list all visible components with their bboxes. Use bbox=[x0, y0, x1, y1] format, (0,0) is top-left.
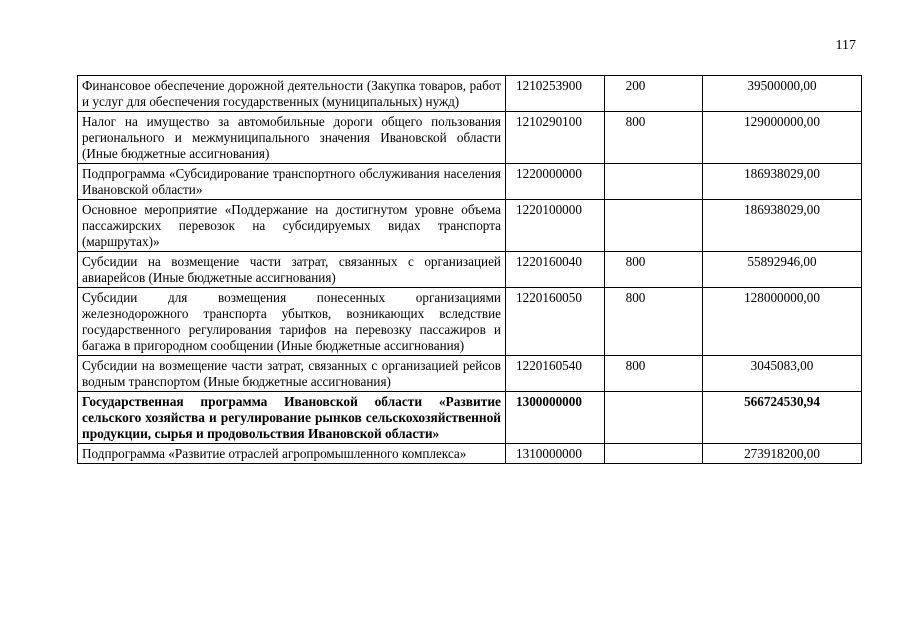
row-type bbox=[605, 444, 703, 464]
row-code: 1220100000 bbox=[506, 200, 605, 252]
table-row bbox=[78, 112, 862, 164]
row-name: Субсидии на возмещение части затрат, связанных с организацией авиарейсов (Иные бюджетные ассигнования) bbox=[78, 252, 506, 288]
row-name: Финансовое обеспечение дорожной деятельности (Закупка товаров, работ и услуг для обеспечения государственных (муниципальных) нужд) bbox=[78, 76, 506, 112]
row-amount: 129000000,00 bbox=[703, 112, 862, 164]
budget-table-body bbox=[78, 76, 862, 464]
table-row bbox=[78, 444, 862, 464]
table-row bbox=[78, 288, 862, 356]
page-number: 117 bbox=[835, 38, 856, 53]
table-row bbox=[78, 76, 862, 112]
row-name: Налог на имущество за автомобильные дороги общего пользования регионального и межмуниципального значения Ивановской области (Иные бюджетные ассигнования) bbox=[78, 112, 506, 164]
row-name: Субсидии для возмещения понесенных организациями железнодорожного транспорта убытков, возникающих вследствие государственного регулирования тарифов на перевозку пассажиров и багажа в пригородном сообщении (Иные бюджетные ассигнования) bbox=[78, 288, 506, 356]
row-amount: 39500000,00 bbox=[703, 76, 862, 112]
row-code: 1220160050 bbox=[506, 288, 605, 356]
row-name: Государственная программа Ивановской области «Развитие сельского хозяйства и регулирование рынков сельскохозяйственной продукции, сырья и продовольствия Ивановской области» bbox=[78, 392, 506, 444]
row-name: Подпрограмма «Субсидирование транспортного обслуживания населения Ивановской области» bbox=[78, 164, 506, 200]
row-type: 200 bbox=[605, 76, 703, 112]
row-type: 800 bbox=[605, 252, 703, 288]
row-amount: 186938029,00 bbox=[703, 200, 862, 252]
row-amount: 566724530,94 bbox=[703, 392, 862, 444]
budget-table bbox=[77, 75, 862, 464]
row-code: 1300000000 bbox=[506, 392, 605, 444]
table-row bbox=[78, 252, 862, 288]
row-type bbox=[605, 164, 703, 200]
row-amount: 3045083,00 bbox=[703, 356, 862, 392]
row-type: 800 bbox=[605, 356, 703, 392]
row-type: 800 bbox=[605, 288, 703, 356]
table-row bbox=[78, 356, 862, 392]
row-code: 1210253900 bbox=[506, 76, 605, 112]
row-type bbox=[605, 392, 703, 444]
row-type bbox=[605, 200, 703, 252]
row-code: 1220000000 bbox=[506, 164, 605, 200]
row-amount: 186938029,00 bbox=[703, 164, 862, 200]
table-row-program bbox=[78, 392, 862, 444]
table-row bbox=[78, 164, 862, 200]
row-type: 800 bbox=[605, 112, 703, 164]
table-row bbox=[78, 200, 862, 252]
row-amount: 273918200,00 bbox=[703, 444, 862, 464]
row-name: Основное мероприятие «Поддержание на достигнутом уровне объема пассажирских перевозок на субсидируемых видах транспорта (маршрутах)» bbox=[78, 200, 506, 252]
row-amount: 55892946,00 bbox=[703, 252, 862, 288]
row-amount: 128000000,00 bbox=[703, 288, 862, 356]
row-code: 1210290100 bbox=[506, 112, 605, 164]
row-code: 1310000000 bbox=[506, 444, 605, 464]
row-name: Подпрограмма «Развитие отраслей агропромышленного комплекса» bbox=[78, 444, 506, 464]
row-code: 1220160040 bbox=[506, 252, 605, 288]
row-name: Субсидии на возмещение части затрат, связанных с организацией рейсов водным транспортом (Иные бюджетные ассигнования) bbox=[78, 356, 506, 392]
row-code: 1220160540 bbox=[506, 356, 605, 392]
